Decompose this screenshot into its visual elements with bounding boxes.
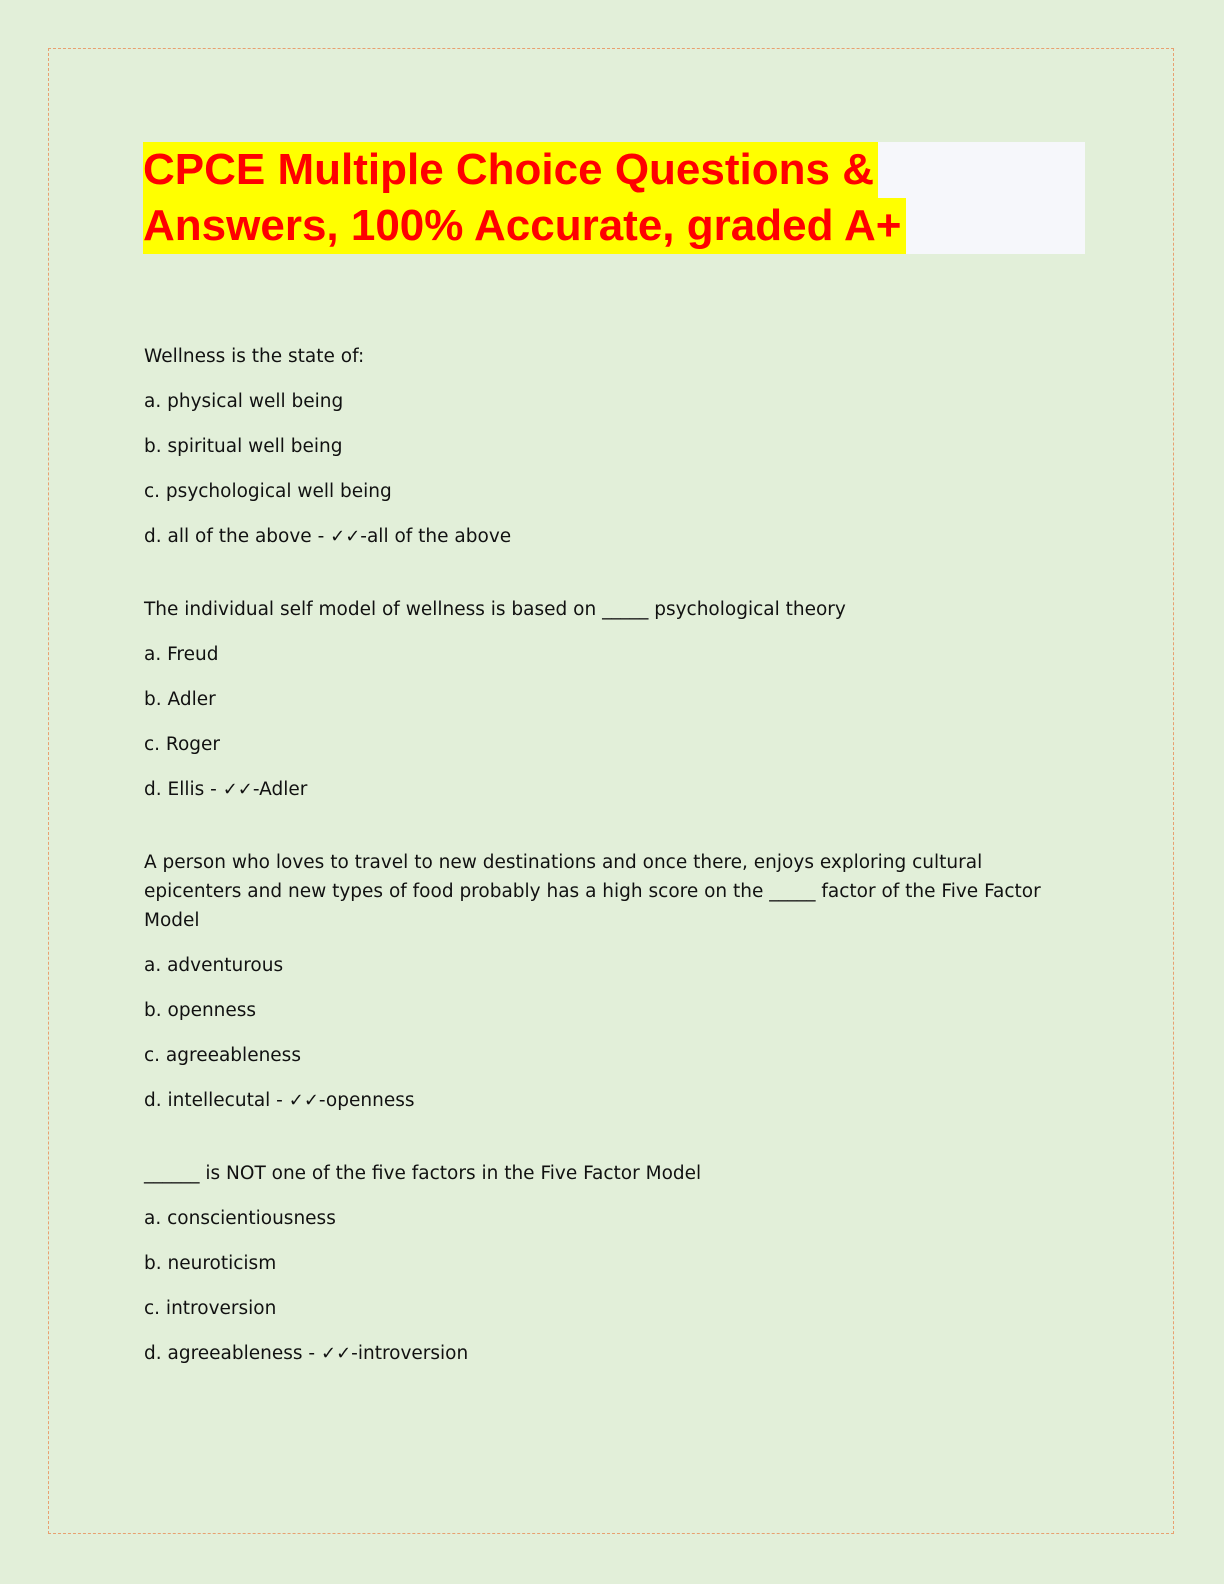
question-text: The individual self model of wellness is based on _____ psychological theory xyxy=(144,599,846,620)
option-c: c. psychological well being xyxy=(144,481,392,502)
answer-text: -introversion xyxy=(351,1343,469,1364)
answer-text: -Adler xyxy=(252,779,308,800)
title-block xyxy=(143,142,1085,254)
check-marks-icon: ✓✓ xyxy=(222,779,253,800)
question-4 xyxy=(144,1159,1064,1368)
question-1 xyxy=(144,342,1064,551)
check-marks-icon: ✓✓ xyxy=(320,1343,352,1364)
answer-text: -all of the above xyxy=(360,526,512,547)
option-d-with-answer xyxy=(144,1339,1064,1368)
document-title-line-2: Answers, 100% Accurate, graded A+ xyxy=(143,198,906,254)
question-text: Wellness is the state of: xyxy=(144,346,365,367)
option-a: a. conscientiousness xyxy=(144,1208,336,1229)
check-marks-icon: ✓✓ xyxy=(330,526,361,547)
option-d-text: d. Ellis - xyxy=(144,779,223,800)
option-c: c. introversion xyxy=(144,1298,277,1319)
question-3 xyxy=(144,848,1064,1115)
answer-text: -openness xyxy=(318,1090,415,1111)
option-b: b. Adler xyxy=(144,689,216,710)
option-d-with-answer xyxy=(144,522,1064,551)
question-text: A person who loves to travel to new destinations and once there, enjoys exploring cultural epicenters and new types of food probably has a high score on the _____ factor of the Five Factor Model xyxy=(144,852,1041,931)
question-text: ______ is NOT one of the five factors in the Five Factor Model xyxy=(144,1163,702,1184)
option-c: c. agreeableness xyxy=(144,1045,301,1066)
option-d-text: d. intellecutal - xyxy=(144,1090,289,1111)
option-b: b. neuroticism xyxy=(144,1253,277,1274)
question-2 xyxy=(144,595,1064,804)
option-d-with-answer xyxy=(144,1086,1064,1115)
option-a: a. physical well being xyxy=(144,391,344,412)
questions-content xyxy=(144,342,1064,1412)
option-a: a. adventurous xyxy=(144,955,284,976)
option-b: b. spiritual well being xyxy=(144,436,343,457)
option-b: b. openness xyxy=(144,1000,257,1021)
option-a: a. Freud xyxy=(144,644,219,665)
option-d-text: d. all of the above - xyxy=(144,526,331,547)
document-title-line-1: CPCE Multiple Choice Questions & xyxy=(143,142,878,198)
option-d-with-answer xyxy=(144,775,1064,804)
option-c: c. Roger xyxy=(144,734,221,755)
check-marks-icon: ✓✓ xyxy=(288,1090,319,1111)
option-d-text: d. agreeableness - xyxy=(144,1343,321,1364)
